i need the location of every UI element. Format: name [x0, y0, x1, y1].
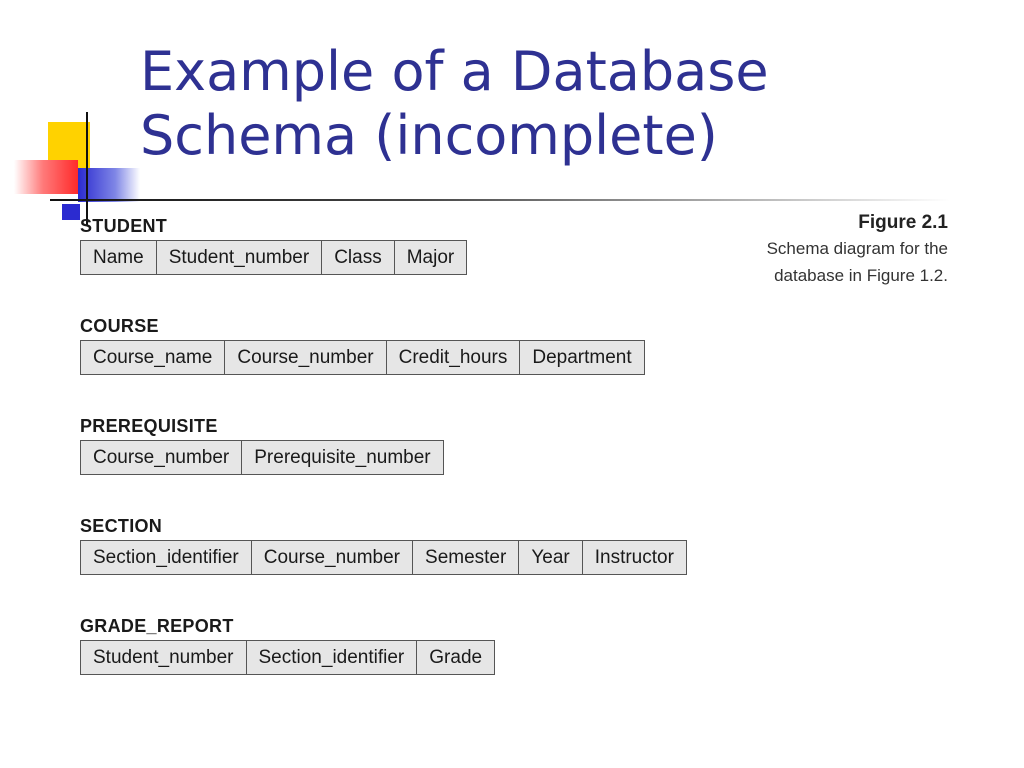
relation-prerequisite	[80, 414, 687, 514]
attribute-cell: Name	[81, 241, 157, 274]
slide-title-line-2: Schema (incomplete)	[140, 104, 718, 167]
ornament-blue-square	[62, 204, 80, 220]
relation-student	[80, 214, 687, 314]
attribute-cell: Course_number	[225, 341, 386, 374]
attribute-cell: Student_number	[81, 641, 247, 674]
attribute-cell: Class	[322, 241, 395, 274]
attribute-row	[80, 640, 495, 675]
schema-diagram	[80, 214, 687, 714]
attribute-cell: Year	[519, 541, 582, 574]
relation-name: STUDENT	[80, 216, 168, 236]
figure-number: Figure 2.1	[858, 212, 948, 233]
ornament-vertical-line	[86, 112, 88, 226]
attribute-cell: Course_name	[81, 341, 225, 374]
attribute-cell: Major	[406, 247, 455, 268]
slide-title	[140, 40, 1000, 168]
attribute-cell: Course_number	[252, 541, 413, 574]
relation-grade-report	[80, 614, 687, 714]
attribute-cell: Course_number	[81, 441, 242, 474]
relation-course	[80, 314, 687, 414]
relation-section	[80, 514, 687, 614]
attribute-cell: Prerequisite_number	[254, 447, 431, 468]
relation-name: PREREQUISITE	[80, 416, 218, 436]
figure-caption-line-1: Schema diagram for the	[766, 239, 948, 258]
attribute-row	[80, 240, 467, 275]
attribute-cell: Section_identifier	[81, 541, 252, 574]
figure-caption-line-2: database in Figure 1.2.	[774, 266, 948, 285]
relation-name: COURSE	[80, 316, 159, 336]
attribute-cell: Section_identifier	[247, 641, 418, 674]
title-divider-line	[50, 199, 950, 201]
attribute-cell: Department	[532, 347, 632, 368]
attribute-row	[80, 440, 444, 475]
relation-name: GRADE_REPORT	[80, 616, 234, 636]
attribute-cell: Student_number	[157, 241, 323, 274]
attribute-cell: Grade	[429, 647, 483, 668]
relation-name: SECTION	[80, 516, 163, 536]
ornament-red-bar	[14, 160, 78, 194]
attribute-cell: Instructor	[594, 547, 674, 568]
attribute-row	[80, 540, 687, 575]
figure-caption	[767, 211, 948, 289]
attribute-cell: Credit_hours	[387, 341, 521, 374]
slide-title-line-1: Example of a Database	[140, 40, 769, 103]
attribute-row	[80, 340, 645, 375]
attribute-cell: Semester	[413, 541, 519, 574]
